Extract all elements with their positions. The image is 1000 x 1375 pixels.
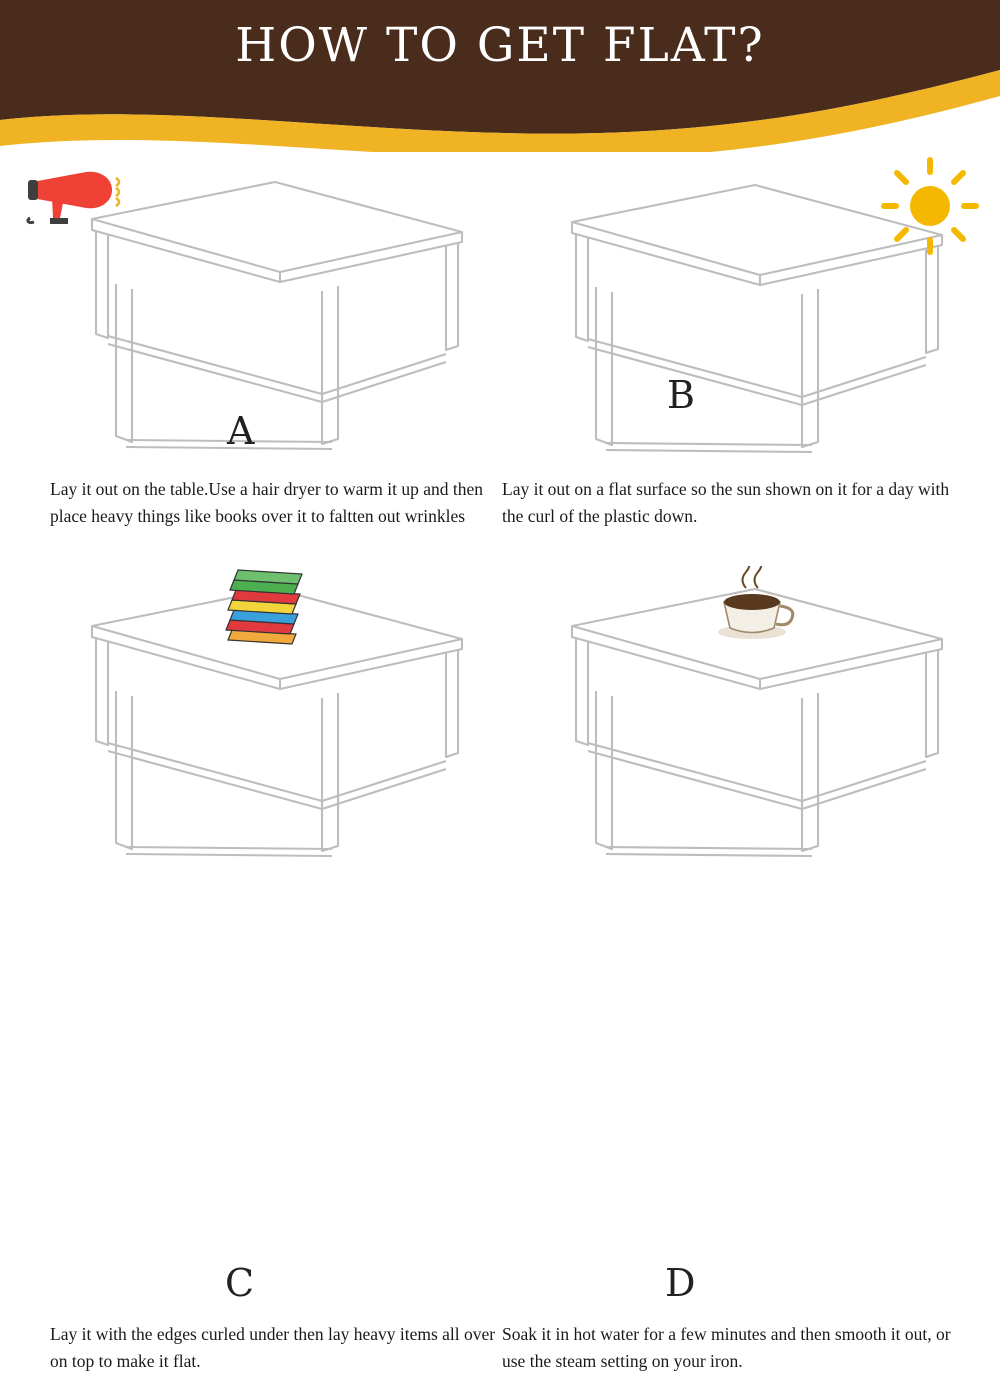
panel-label-a: A <box>227 409 255 453</box>
caption-line: Lay it out on a flat surface so the sun shown on it for a day with <box>502 479 950 499</box>
panel-d <box>502 564 972 1372</box>
caption-line: the curl of the plastic down. <box>502 506 698 527</box>
caption-line: Lay it with the edges curled under then lay heavy items all over <box>50 1324 496 1344</box>
panel-b <box>502 154 972 554</box>
panel-grid <box>0 152 1000 1372</box>
panel-label-b: B <box>667 373 695 417</box>
page-title: HOW TO GET FLAT? <box>235 18 765 73</box>
caption-line: on top to make it flat. <box>50 1351 201 1372</box>
caption-line: place heavy things like books over it to faltten out wrinkles <box>50 506 466 527</box>
panel-caption-b <box>502 476 952 530</box>
panel-label-c: C <box>225 1261 255 1305</box>
caption-line: Lay it out on the table.Use a hair dryer to warm it up and then <box>50 479 483 499</box>
caption-line: Soak it in hot water for a few minutes and then smooth it out, or <box>502 1324 951 1344</box>
panel-label-d: D <box>665 1261 696 1305</box>
caption-line: use the steam setting on your iron. <box>502 1351 743 1372</box>
panel-caption-a <box>50 476 500 530</box>
panel-caption-c <box>50 1321 500 1375</box>
panel-a <box>22 154 492 554</box>
panel-caption-d <box>502 1321 952 1375</box>
header-banner <box>0 0 1000 152</box>
panel-c <box>22 564 496 1372</box>
